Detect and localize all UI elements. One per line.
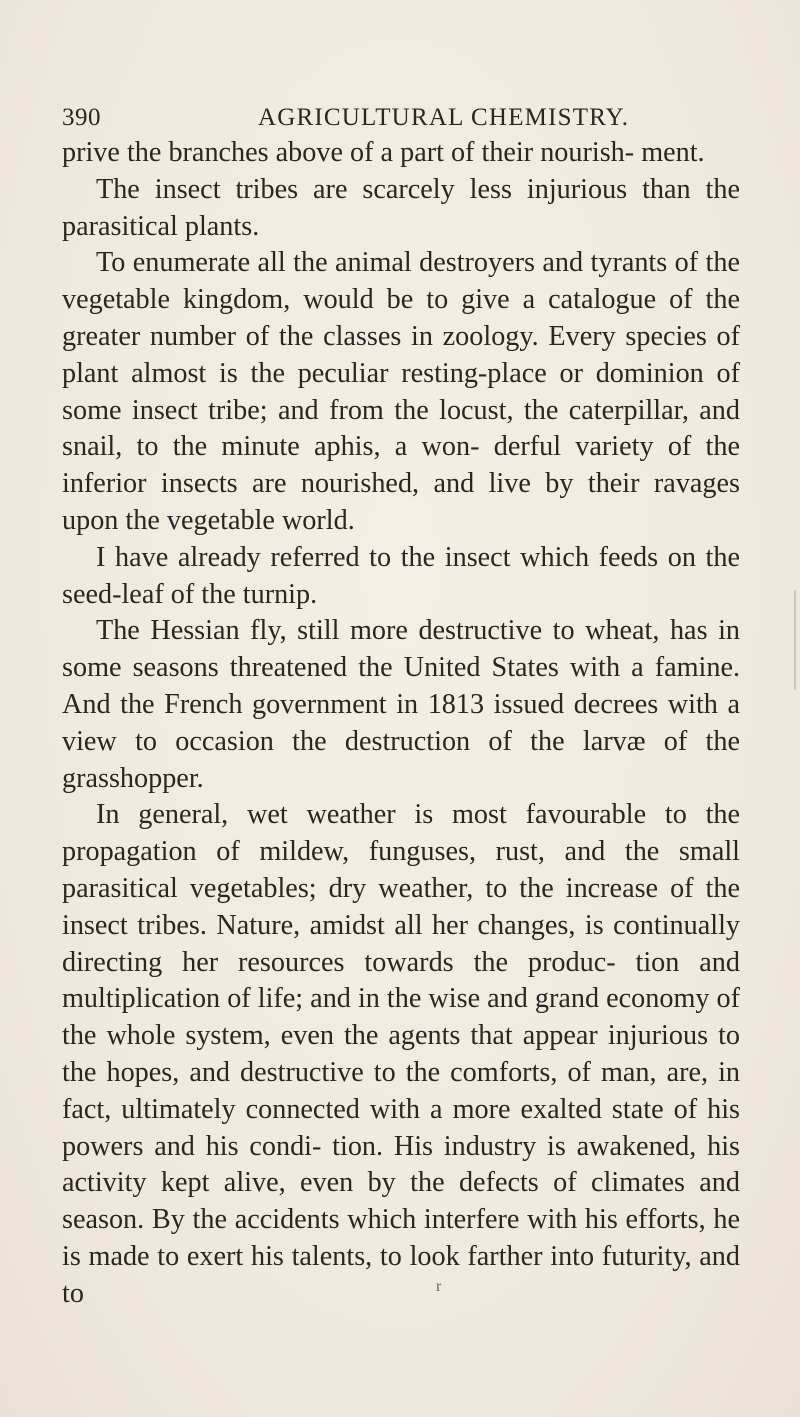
- paragraph: prive the branches above of a part of their nourish- ment.: [62, 137, 705, 168]
- paragraph: I have already referred to the insect which feeds on the seed-leaf of the turnip.: [62, 541, 740, 610]
- paragraph: The insect tribes are scarcely less injurious than the parasitical plants.: [62, 173, 740, 242]
- body-text: [62, 135, 740, 1313]
- page-edge-shadow: [794, 590, 796, 690]
- page-number: 390: [62, 104, 101, 131]
- paragraph: In general, wet weather is most favourable to the propagation of mildew, funguses, rust, and the small parasitical vegetables; dry weather, to the increase of the insect tribes. Nature, amidst all her changes, is continually directing her resources towards the produc- tion and multiplication of life; and in the wise and grand economy of the whole system, even the agents that appear injurious to the hopes, and destructive to the comforts, of man, are, in fact, ultimately connected with a more exalted state of his powers and his condi- tion. His industry is awakened, his activity kept alive, even by the defects of climates and season. By the accidents which interfere with his efforts, he is made to exert his talents, to look farther into futurity, and to: [62, 799, 740, 1309]
- printer-mark: r: [436, 1278, 442, 1295]
- paragraph: To enumerate all the animal destroyers and tyrants of the vegetable kingdom, would be to give a catalogue of the greater number of the classes in zoology. Every species of plant almost is the peculiar resting-place or dominion of some insect tribe; and from the locust, the caterpillar, and snail, to the minute aphis, a won- derful variety of the inferior insects are nourished, and live by their ravages upon the vegetable world.: [62, 247, 740, 536]
- running-title: AGRICULTURAL CHEMISTRY.: [258, 104, 630, 131]
- paragraph: The Hessian fly, still more destructive to wheat, has in some seasons threatened the United States with a famine. And the French government in 1813 issued decrees with a view to occasion the destruction of the larvæ of the grasshopper.: [62, 615, 740, 794]
